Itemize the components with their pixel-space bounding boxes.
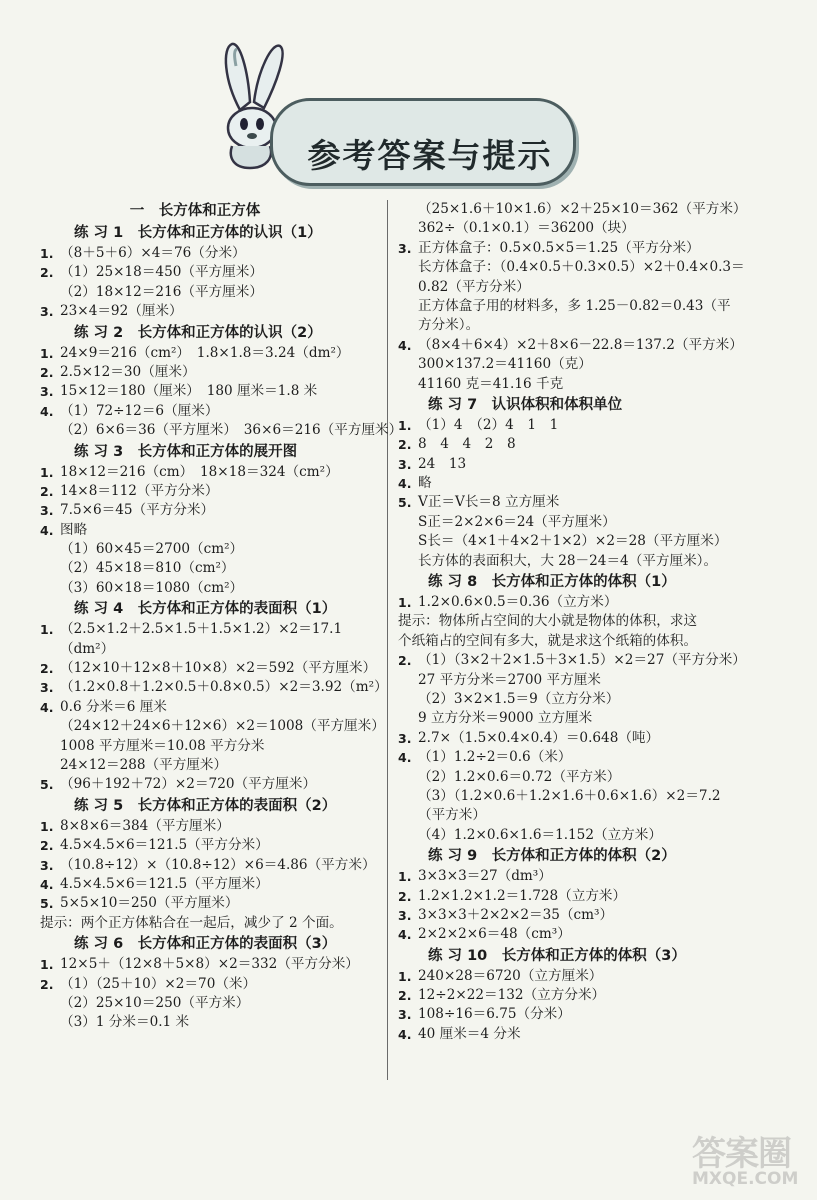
answer-text: （dm²） [60,640,115,657]
answer-text: 18×12＝216（cm） 18×18＝324（cm²） [60,463,339,480]
question-number: 4. [398,1026,412,1042]
question-number: 4. [40,876,54,892]
answer-text: 0.6 分米＝6 厘米 [60,698,167,715]
answer-line [40,540,380,559]
answer-text: 24 13 [418,455,467,472]
answer-line [398,336,748,355]
answer-text: 12÷2×22＝132（立方分米） [418,987,606,1004]
question-number: 3. [40,503,54,519]
answer-text: 4.5×4.5×6＝121.5（平方厘米） [60,875,269,892]
question-number: 1. [398,968,412,984]
exercise-heading: 练 习 10 长方体和正方体的体积（3） [428,947,686,964]
answer-text: （2）18×12＝216（平方厘米） [60,283,263,300]
page-title: 参考答案与提示 [307,136,553,175]
question-number: 4. [398,337,412,353]
answer-text: （12×10＋12×8＋10×8）×2＝592（平方厘米） [60,660,377,677]
answer-text: （24×12＋24×6＋12×6）×2＝1008（平方厘米） [60,718,385,735]
question-number: 2. [40,976,54,992]
question-number: 3. [398,1007,412,1023]
answer-text: （1）60×45＝2700（cm²） [60,541,244,558]
exercise-heading: 练 习 5 长方体和正方体的表面积（2） [74,797,337,814]
answer-line [398,612,748,631]
answer-line [398,967,748,986]
question-number: 2. [398,888,412,904]
exercise-heading: 练 习 8 长方体和正方体的体积（1） [428,574,676,591]
answer-text: （2）25×10＝250（平方米） [60,994,250,1011]
answer-line [398,239,748,258]
exercise-heading: 练 习 9 长方体和正方体的体积（2） [428,848,676,865]
answer-text: （25×1.6＋10×1.6）×2＋25×10＝362（平方米） [418,201,747,217]
answer-text: 240×28＝6720（立方厘米） [418,967,603,984]
answer-line [398,671,748,690]
answer-text: 41160 克＝41.16 千克 [418,375,564,392]
answer-text: 提示：物体所占空间的大小就是物体的体积，求这 [398,613,698,630]
answer-line [398,709,748,728]
answer-text: （平方米） [418,807,486,824]
answer-line [398,435,748,454]
answer-line [40,875,380,894]
answer-text: （1.2×0.8＋1.2×0.5＋0.8×0.5）×2＝3.92（m²） [60,679,388,696]
exercise-heading: 练 习 6 长方体和正方体的表面积（3） [74,936,337,953]
answer-text: 长方体盒子：（0.4×0.5＋0.3×0.5）×2＋0.4×0.3＝ [418,259,745,276]
answer-line [40,579,380,598]
answer-line [398,552,748,571]
question-number: 5. [40,896,54,912]
question-number: 4. [40,403,54,419]
answer-line [40,775,380,794]
right-answer-column [398,200,748,1044]
exercise-heading: 练 习 2 长方体和正方体的认识（2） [74,324,322,341]
question-number: 1. [398,595,412,611]
question-number: 3. [40,384,54,400]
answer-line [398,768,748,787]
answer-line [40,402,380,421]
answer-line [398,474,748,493]
exercise-heading: 练 习 3 长方体和正方体的展开图 [74,443,298,460]
answer-text: 8×8×6＝384（平方厘米） [60,817,230,834]
answer-text: （1）（3×2＋2×1.5＋3×1.5）×2＝27（平方分米） [418,652,746,669]
answer-text: 长方体的表面积大，大 28－24＝4（平方厘米）。 [418,552,718,569]
question-number: 1. [398,417,412,433]
answer-text: 1008 平方厘米＝10.08 平方分米 [60,737,265,754]
answer-line [398,1025,748,1044]
answer-text: （1）（25＋10）×2＝70（米） [60,975,257,992]
answer-line [398,455,748,474]
left-answer-column [40,200,403,1033]
question-number: 4. [40,522,54,538]
answer-line [398,1005,748,1024]
answer-text: 0.82（平方分米） [418,278,530,295]
answer-text: 正方体盒子用的材料多，多 1.25－0.82＝0.43（平 [418,297,731,314]
answer-text: 300×137.2＝41160（克） [418,356,592,373]
answer-line [40,756,380,775]
answer-text: 2.5×12＝30（厘米） [60,363,196,380]
answer-text: 2×2×2×6＝48（cm³） [418,926,571,943]
exercise-heading: 练 习 7 认识体积和体积单位 [428,396,623,413]
exercise-heading: 练 习 1 长方体和正方体的认识（1） [74,225,322,241]
question-number: 4. [398,476,412,492]
answer-line [398,887,748,906]
question-number: 3. [398,456,412,472]
question-number: 3. [398,730,412,746]
answer-line [398,493,748,512]
answer-line [40,521,380,540]
answer-line [40,382,380,401]
answer-line [398,297,748,316]
answer-text: （4）1.2×0.6×1.6＝1.152（立方米） [418,826,662,843]
answer-text: 2.7×（1.5×0.4×0.4）＝0.648（吨） [418,729,660,746]
answer-line [398,632,748,651]
question-number: 2. [40,265,54,281]
answer-line [40,836,380,855]
answer-text: 27 平方分米＝2700 平方厘米 [418,671,601,688]
answer-line [40,302,380,321]
question-number: 2. [40,483,54,499]
answer-text: （2）3×2×1.5＝9（立方分米） [418,690,620,707]
answer-text: 24×12＝288（平方厘米） [60,756,228,773]
answer-text: 个纸箱占的空间有多大，就是求这个纸箱的体积。 [398,632,698,649]
answer-line [40,994,380,1013]
answer-line [40,717,385,736]
question-number: 2. [40,364,54,380]
answer-line [40,659,380,678]
answer-text: 12×5＋（12×8＋5×8）×2＝332（平方分米） [60,956,359,973]
answer-text: 略 [418,475,432,492]
answer-text: 3×3×3＋2×2×2＝35（cm³） [418,906,614,923]
answer-text: 24×9＝216（cm²） 1.8×1.8＝3.24（dm²） [60,344,350,361]
answer-text: 9 立方分米＝9000 立方厘米 [418,710,593,727]
answer-line [398,316,748,335]
answer-text: 3×3×3＝27（dm³） [418,868,552,885]
answer-text: （3）60×18＝1080（cm²） [60,579,244,596]
answer-text: 正方体盒子：0.5×0.5×5＝1.25（平方分米） [418,239,700,256]
answer-line [40,698,380,717]
answer-text: （1）72÷12＝6（厘米） [60,402,219,419]
question-number: 4. [398,927,412,943]
answer-text: （2）6×6＝36（平方厘米） 36×6＝216（平方厘米） [60,422,403,439]
answer-text: （2）45×18＝810（cm²） [60,560,235,577]
watermark-url: MXQE.COM [692,1169,799,1189]
answer-line [40,894,380,913]
answer-line [40,955,380,974]
answer-line [398,867,748,886]
answer-text: （3）1 分米＝0.1 米 [60,1014,190,1031]
answer-line [398,532,748,551]
answer-text: S长＝（4×1＋4×2＋1×2）×2＝28（平方厘米） [418,533,728,550]
answer-line [398,729,748,748]
answer-line [40,737,380,756]
answer-line [398,258,748,277]
question-number: 2. [398,437,412,453]
answer-text: 362÷（0.1×0.1）＝36200（块） [418,220,635,237]
watermark-text: 答案圈 [692,1134,791,1174]
answer-line [40,244,380,263]
question-number: 2. [398,988,412,1004]
question-number: 1. [40,464,54,480]
answer-line [40,421,403,440]
answer-line [40,344,380,363]
answer-line [40,1013,380,1032]
question-number: 3. [40,680,54,696]
question-number: 2. [40,661,54,677]
question-number: 1. [40,957,54,973]
answer-text: 提示：两个正方体粘合在一起后，减少了 2 个面。 [40,914,343,931]
chapter-heading: 一 长方体和正方体 [129,203,261,219]
question-number: 4. [40,699,54,715]
answer-text: 15×12＝180（厘米） 180 厘米＝1.8 米 [60,383,318,400]
question-number: 5. [398,495,412,511]
answer-text: V正＝V长＝8 立方厘米 [418,494,560,511]
answer-line [398,690,748,709]
answer-text: 1.2×1.2×1.2＝1.728（立方米） [418,887,627,904]
answer-line [40,501,380,520]
answer-line [40,463,380,482]
answer-text: S正＝2×2×6＝24（平方厘米） [418,513,616,530]
answer-line [398,925,748,944]
answer-line [398,375,748,394]
answer-line [398,806,748,825]
question-number: 4. [398,750,412,766]
question-number: 1. [398,869,412,885]
answer-line [40,856,380,875]
question-number: 3. [398,907,412,923]
answer-line [398,513,748,532]
answer-text: 7.5×6＝45（平方分米） [60,502,215,519]
question-number: 1. [40,246,54,261]
answer-line [40,975,380,994]
answer-text: （1）4 （2）4 1 1 [418,416,559,433]
question-number: 2. [398,653,412,669]
question-number: 3. [40,857,54,873]
question-number: 3. [40,304,54,320]
answer-text: （1）1.2÷2＝0.6（米） [418,749,572,766]
question-number: 1. [40,622,54,638]
answer-line [398,593,748,612]
question-number: 1. [40,345,54,361]
answer-text: 108÷16＝6.75（分米） [418,1006,571,1023]
answer-line [398,278,748,297]
answer-line [398,651,748,670]
exercise-heading: 练 习 4 长方体和正方体的表面积（1） [74,601,337,618]
answer-line [398,748,748,767]
answer-line [40,620,380,639]
answer-text: （8＋5＋6）×4＝76（分米） [60,245,246,261]
answer-text: 8 4 4 2 8 [418,436,516,453]
answer-line [40,678,388,697]
answer-text: （96＋192＋72）×2＝720（平方厘米） [60,776,317,793]
answer-text: （2）1.2×0.6＝0.72（平方米） [418,768,621,785]
answer-text: 14×8＝112（平方分米） [60,482,219,499]
answer-line [398,986,748,1005]
answer-line [40,482,380,501]
answer-text: 4.5×4.5×6＝121.5（平方分米） [60,837,269,854]
answer-line [398,826,748,845]
answer-line [398,787,748,806]
answer-text: （1）25×18＝450（平方厘米） [60,264,263,281]
answer-text: 图略 [60,521,88,538]
answer-line [40,914,380,933]
answer-text: 1.2×0.6×0.5＝0.36（立方米） [418,594,618,611]
answer-line [40,817,380,836]
answer-text: 5×5×10＝250（平方厘米） [60,895,239,912]
question-number: 2. [40,838,54,854]
answer-line [40,559,380,578]
answer-line [40,283,380,302]
title-header [210,40,580,175]
answer-line [398,906,748,925]
answer-text: （3）（1.2×0.6＋1.2×1.6＋0.6×1.6）×2＝7.2 [418,787,721,804]
column-divider [387,200,388,1080]
answer-line [40,640,380,659]
question-number: 1. [40,818,54,834]
answer-text: 23×4＝92（厘米） [60,303,183,320]
answer-line [40,363,380,382]
question-number: 3. [398,240,412,256]
answer-text: （10.8÷12）×（10.8÷12）×6＝4.86（平方米） [60,856,376,873]
answer-text: 40 厘米＝4 分米 [418,1025,521,1042]
answer-text: （2.5×1.2＋2.5×1.5＋1.5×1.2）×2＝17.1 [60,621,343,638]
answer-line [398,200,748,219]
answer-line [40,263,380,282]
watermark-logo [692,1126,812,1194]
answer-text: （8×4＋6×4）×2＋8×6－22.8＝137.2（平方米） [418,336,743,353]
answer-line [398,416,748,435]
answer-text: 方分米）。 [418,317,480,334]
answer-line [398,355,748,374]
answer-line [398,219,748,238]
question-number: 5. [40,777,54,793]
